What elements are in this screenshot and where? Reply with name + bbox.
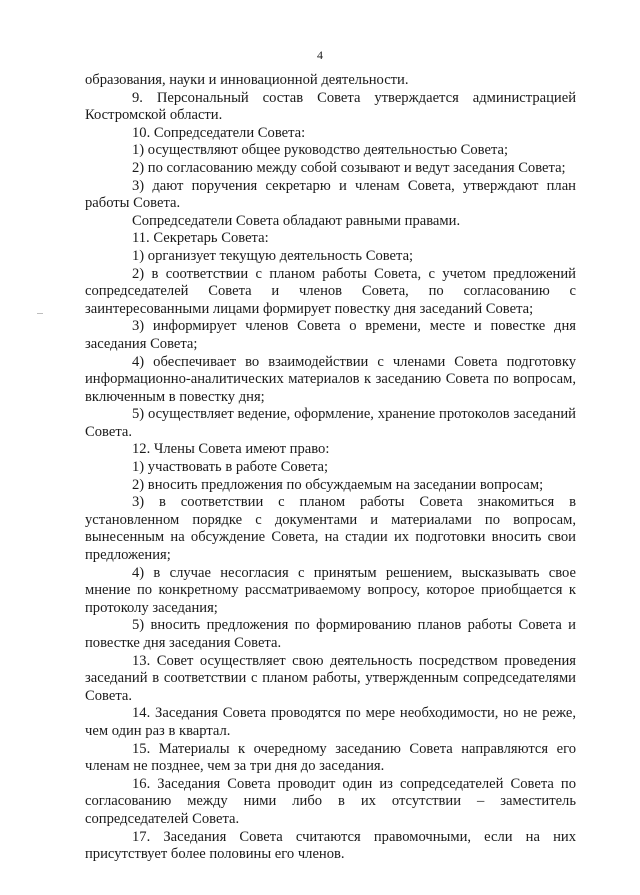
paragraph: 2) по согласованию между собой созывают и ведут заседания Совета; bbox=[132, 159, 566, 176]
paragraph: 14. Заседания Совета проводятся по мере необходимости, но не реже, чем один раз в квартал. bbox=[85, 705, 576, 739]
paragraph: 4) обеспечивает во взаимодействии с членами Совета подготовку информационно-аналитических материалов к заседанию Совета по вопросам, включенным в повестку дня; bbox=[85, 353, 576, 405]
paragraph: 1) участвовать в работе Совета; bbox=[132, 459, 329, 476]
paragraph: 4) в случае несогласия с принятым решением, высказывать свое мнение по конкретному рассматриваемому вопросу, которое приобщается к протоколу заседания; bbox=[85, 564, 576, 616]
paragraph: образования, науки и инновационной деятельности. bbox=[85, 72, 409, 88]
page-number: 4 bbox=[317, 48, 323, 62]
paragraph: 17. Заседания Совета считаются правомочными, если на них присутствует более половины его членов. bbox=[85, 828, 576, 863]
paragraph: 5) вносить предложения по формированию планов работы Совета и повестке дня заседания Совета. bbox=[85, 617, 576, 651]
paragraph: 15. Материалы к очередному заседанию Совета направляются его членам не позднее, чем за три дня до заседания. bbox=[85, 740, 576, 775]
paragraph: 3) информирует членов Совета о времени, месте и повестке дня заседания Совета; bbox=[85, 318, 576, 352]
paragraph: 12. Члены Совета имеют право: bbox=[132, 441, 330, 458]
paragraph: 3) дают поручения секретарю и членам Совета, утверждают план работы Совета. bbox=[85, 177, 576, 212]
paragraph: 2) в соответствии с планом работы Совета, с учетом предложений сопредседателей Совета и членов Совета, по согласованию с заинтересованными лицами формирует повестку дня заседаний Совета; bbox=[85, 265, 576, 317]
paragraph: 2) вносить предложения по обсуждаемым на заседании вопросам; bbox=[132, 476, 544, 493]
paragraph: 10. Сопредседатели Совета: bbox=[132, 124, 306, 141]
scan-speck bbox=[37, 313, 43, 314]
paragraph: 11. Секретарь Совета: bbox=[132, 230, 269, 247]
paragraph: 9. Персональный состав Совета утверждается администрацией Костромской области. bbox=[85, 89, 576, 124]
paragraph: Сопредседатели Совета обладают равными правами. bbox=[132, 212, 461, 229]
paragraph: 5) осуществляет ведение, оформление, хранение протоколов заседаний Совета. bbox=[85, 406, 576, 440]
paragraph: 1) организует текущую деятельность Совета; bbox=[132, 247, 414, 264]
paragraph: 16. Заседания Совета проводит один из сопредседателей Совета по согласованию между ними либо в их отсутствии – заместитель сопредседателей Совета. bbox=[85, 775, 576, 827]
paragraph: 3) в соответствии с планом работы Совета знакомиться в установленном порядке с документами и материалами по вопросам, вынесенным на обсуждение Совета, на стадии их подготовки вносить свои предложения; bbox=[85, 494, 576, 564]
paragraph: 1) осуществляют общее руководство деятельностью Совета; bbox=[132, 142, 509, 159]
paragraph: 13. Совет осуществляет свою деятельность посредством проведения заседаний в соответствии с планом работы, утвержденным сопредседателями Совета. bbox=[85, 652, 576, 704]
document-body bbox=[85, 72, 576, 864]
